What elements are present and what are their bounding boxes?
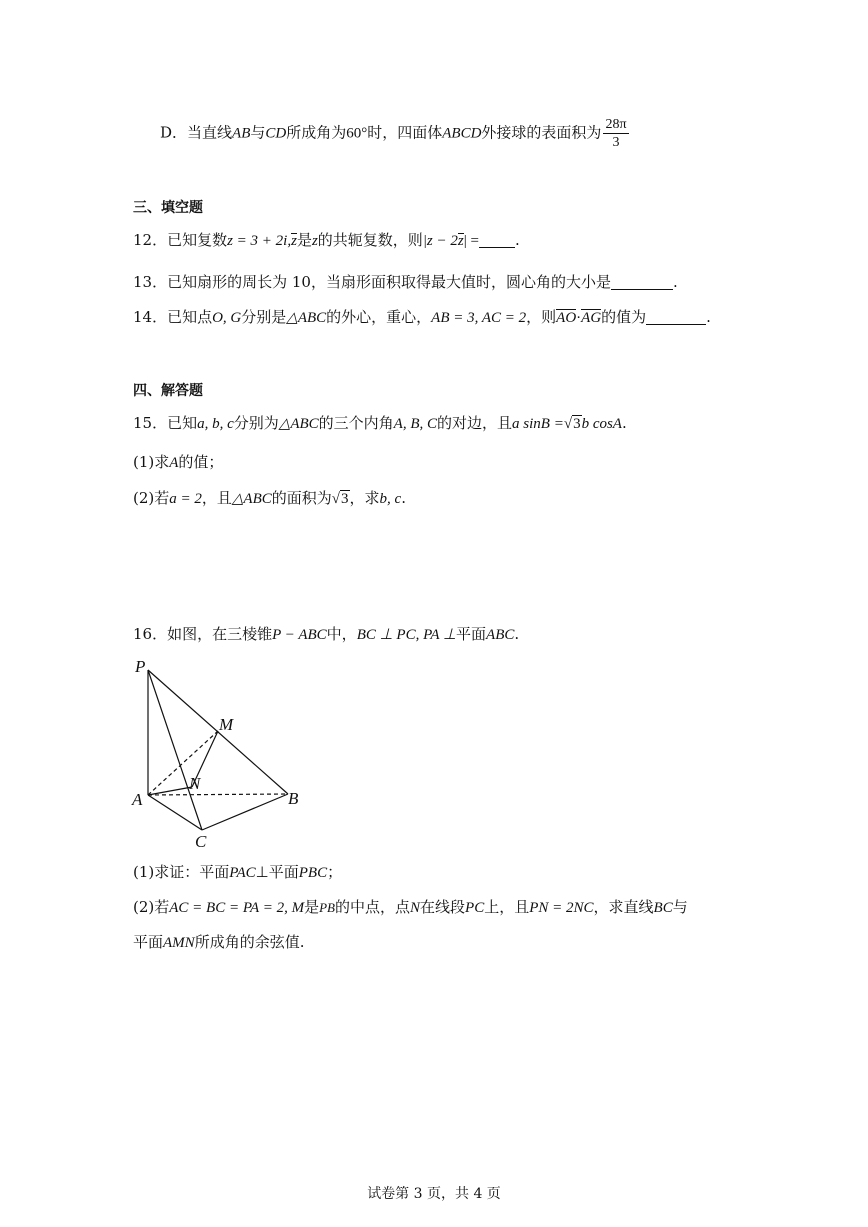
sqrt: √3 (563, 416, 581, 432)
section-answer-title: 四、解答题 (133, 383, 203, 399)
label-m: M (219, 715, 234, 734)
fraction: $\frac{28\pi}{3}$ (605, 117, 627, 150)
label-b: B (288, 789, 299, 808)
label-c: C (195, 832, 207, 851)
label-p: P (135, 657, 146, 676)
segment-am-dashed (148, 731, 218, 795)
section-fill-in-title: 三、填空题 (133, 200, 203, 216)
question-15-part-2: (2)若a = 2，且△ABC的面积为√3，求b, c. (133, 489, 406, 507)
answer-blank[interactable] (611, 275, 673, 290)
question-16-part-2-cont: 平面AMN所成角的余弦值. (133, 933, 305, 951)
label-a: A (132, 790, 143, 809)
sqrt: √3 (331, 491, 349, 507)
question-16: 16．如图，在三棱锥P − ABC中，BC ⊥ PC, PA ⊥平面ABC. (133, 625, 520, 643)
page-footer: 试卷第 3 页，共 4 页 (367, 1186, 501, 1202)
pyramid-figure (125, 652, 315, 852)
question-16-part-2: (2)若AC = BC = PA = 2, M是PB的中点，点N在线段PC上，且PN = 2NC，求直线BC与 (133, 898, 688, 916)
question-12: 12．已知复数z = 3 + 2i,z是z的共轭复数，则|z − 2z| = . (133, 231, 520, 249)
question-14: 14．已知点O, G分别是△ABC的外心，重心，AB = 3, AC = 2，则AO·AG的值为 . (133, 308, 711, 326)
question-16-part-1: (1)求证：平面PAC⊥平面PBC； (133, 863, 343, 881)
label-n: N (189, 774, 201, 793)
q11-option-d: D．当直线AB与CD所成角为60°时，四面体ABCD外接球的表面积为 $\frac{28\pi}{3}$ (160, 117, 627, 150)
edge-ab-dashed (148, 794, 288, 795)
edge-ac (148, 795, 202, 830)
question-15: 15．已知a, b, c分别为△ABC的三个内角A, B, C的对边，且a sinB =√3b cosA. (133, 414, 627, 432)
question-13: 13．已知扇形的周长为 10，当扇形面积取得最大值时，圆心角的大小是 . (133, 273, 678, 291)
question-15-part-1: (1)求A的值； (133, 453, 224, 471)
answer-blank[interactable] (646, 310, 706, 325)
answer-blank[interactable] (479, 233, 515, 248)
edge-bc (202, 794, 288, 830)
